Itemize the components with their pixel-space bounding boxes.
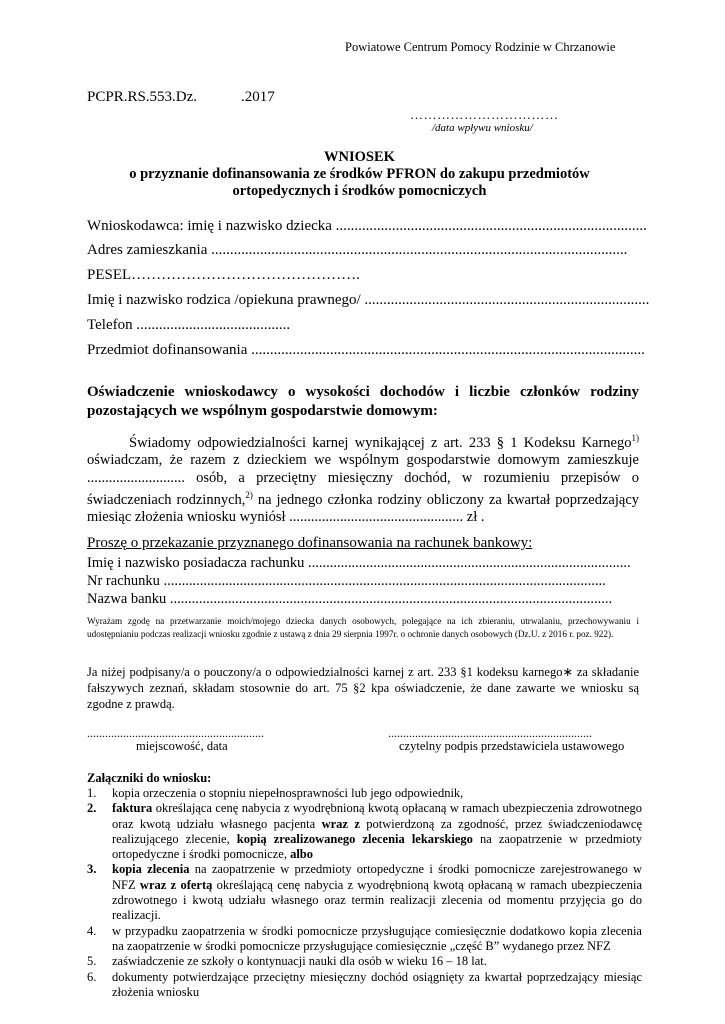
field-bank-name: Nazwa banku ..........................................................................................................................	[87, 591, 613, 607]
reference-code: PCPR.RS.553.Dz.	[87, 89, 198, 105]
receipt-date-label: /data wpływu wniosku/	[432, 122, 533, 134]
receipt-date-field: ……………………………	[410, 107, 559, 122]
income-section-heading: Oświadczenie wnioskodawcy o wysokości dochodów i liczbie członków rodziny pozostających we wspólnym gospodarstwie domowym:	[87, 384, 639, 419]
field-child-name: Wnioskodawca: imię i nazwisko dziecka ...................................................................................	[87, 218, 647, 234]
income-text-1: Świadomy odpowiedzialności karnej wynikającej z art. 233 § 1 Kodeksu Karnego	[129, 434, 632, 451]
footnote-2: 2)	[245, 490, 253, 501]
field-pesel: PESEL……………………………………….	[87, 267, 360, 283]
gdpr-consent: Wyrażam zgodę na przetwarzanie moich/mojego dziecka danych osobowych, polegające na ich zbieraniu, utrwalaniu, przechowywaniu i udostępnianiu podczas realizacji wniosku zgodnie z ustawą z dnia 29 sierpnia 1997r. o ochronie danych osobowych (Dz.U. z 2016 r. poz. 922).	[87, 616, 639, 639]
attachment-item	[87, 954, 642, 969]
attachment-item	[87, 801, 642, 862]
income-text-3: na jednego członka rodziny obliczony za kwartał poprzedzający miesiąc złożenia wniosku wyniósł ................................................ zł .	[87, 491, 640, 526]
attachment-number: 6.	[87, 969, 97, 984]
attachments-title: Załączniki do wniosku:	[87, 771, 212, 785]
attachment-text: na zaopatrzenie w przedmioty ortopedyczne i środki pomocnicze zarejestrowanego w NFZ	[112, 862, 643, 892]
title-line-1: WNIOSEK	[324, 149, 395, 165]
attachment-text: kopią zrealizowanego zlecenia lekarskiego	[236, 831, 473, 846]
signature-line: ....................................................................	[388, 726, 592, 740]
attachment-text: faktura	[112, 801, 153, 816]
title-line-3: ortopedycznych i środków pomocniczych	[232, 183, 487, 199]
attachment-number: 2.	[87, 801, 97, 816]
signature-label: czytelny podpis przedstawiciela ustawowego	[399, 739, 625, 753]
field-parent-name: Imię i nazwisko rodzica /opiekuna prawnego/ ............................................................................	[87, 292, 650, 308]
field-phone: Telefon .........................................	[87, 317, 291, 333]
attachment-number: 4.	[87, 923, 97, 938]
attachment-number: 1.	[87, 786, 97, 800]
attachment-text: wraz z	[321, 816, 360, 831]
attachment-number: 5.	[87, 954, 97, 969]
field-address: Adres zamieszkania ...............................................................................................................	[87, 242, 628, 258]
attachment-number: 3.	[87, 862, 97, 877]
income-text-2: oświadczam, że razem z dzieckiem we wspólnym gospodarstwie domowym zamieszkuje ........................... osób, a przeciętny miesięczny dochód, w rozumieniu przepisów o świadczeniach rodzinnych,	[87, 452, 639, 508]
place-date-label: miejscowość, data	[136, 739, 228, 753]
attachment-text: zaświadczenie ze szkoły o kontynuacji nauki dla osób w wieku 16 – 18 lat.	[112, 954, 487, 969]
field-funding-subject: Przedmiot dofinansowania .........................................................................................................	[87, 342, 645, 358]
attachment-text: określającą cenę nabycia z wyodrębnioną kwotą opłacaną w ramach ubezpieczenia zdrowotnego i kwotą udziału własnego oraz termin realizacji zlecenia od momentu przyjęcia go do realizacji.	[112, 877, 642, 923]
truthfulness-declaration: Ja niżej podpisany/a o pouczony/a o odpowiedzialności karnej z art. 233 §1 kodeksu karnego∗ za składanie fałszywych zeznań, składam stosownie do art. 75 §2 kpa oświadczenie, że dane zawarte we wniosku są zgodne z prawdą.	[87, 665, 639, 711]
attachment-text: dokumenty potwierdzające przeciętny miesięczny dochód osiągnięty za kwartał poprzedzający miesiąc złożenia wniosku	[112, 969, 642, 999]
attachment-text: wraz z ofertą	[139, 877, 213, 892]
field-account-number: Nr rachunku ..........................................................................................................................	[87, 573, 606, 589]
institution-name: Powiatowe Centrum Pomocy Rodzinie w Chrzanowie	[345, 40, 616, 54]
attachment-text: kopia orzeczenia o stopniu niepełnosprawności lub jego odpowiednik,	[112, 786, 464, 800]
footnote-1: 1)	[631, 433, 639, 443]
place-date-line: ...........................................................	[87, 726, 264, 740]
attachment-text: albo	[290, 847, 314, 862]
field-account-holder: Imię i nazwisko posiadacza rachunku .........................................................................................	[87, 555, 631, 571]
attachments-list	[87, 786, 642, 1000]
title-line-2: o przyznanie dofinansowania ze środków PFRON do zakupu przedmiotów	[129, 166, 590, 182]
bank-section-heading: Proszę o przekazanie przyznanego dofinansowania na rachunek bankowy:	[87, 535, 533, 551]
attachment-text: określająca cenę nabycia z wyodrębnioną kwotą opłacaną w ramach ubezpieczenia zdrowotnego oraz kwotą udziału własnego pacjenta	[112, 801, 642, 831]
reference-year: .2017	[241, 89, 275, 105]
attachment-item	[87, 970, 642, 1001]
attachment-text: potwierdzoną za zgodność, przez świadczeniodawcę realizującego zlecenie,	[112, 816, 643, 846]
attachment-item	[87, 786, 642, 801]
attachment-text: kopia zlecenia	[112, 862, 190, 877]
page-title	[87, 149, 632, 200]
attachment-text: w przypadku zaopatrzenia w środki pomocnicze przysługujące comiesięcznie dodatkowo kopia zlecenia na zaopatrzenie w środki pomocnicze przysługujące comiesięcznie „część B” wydanego przez NFZ	[112, 923, 642, 953]
attachment-text: na zaopatrzenie w przedmioty ortopedyczne i środki pomocnicze,	[112, 831, 643, 862]
attachment-item	[87, 924, 642, 955]
reference-number	[87, 89, 275, 106]
attachment-item	[87, 862, 642, 923]
income-declaration	[87, 430, 639, 527]
